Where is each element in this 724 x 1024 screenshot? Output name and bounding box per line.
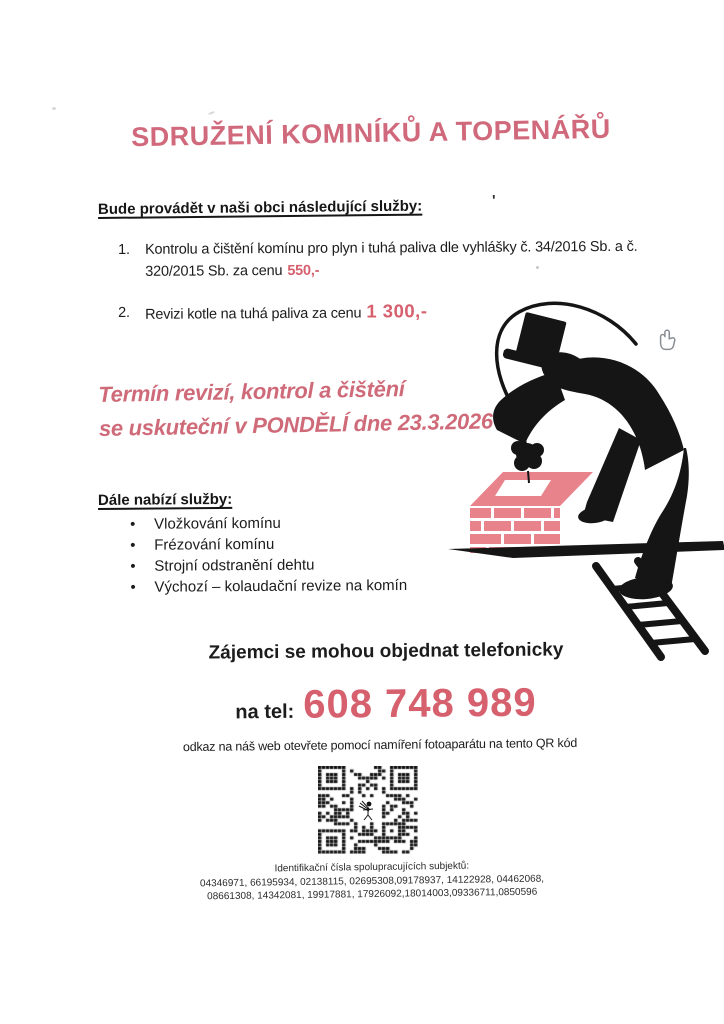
service-price: 550,- (287, 262, 320, 279)
chimney-sweep-illustration (433, 278, 724, 663)
term-line-1: Termín revizí, kontrol a čištění (98, 376, 405, 407)
service-text: Revizi kotle na tuhá paliva za cenu (145, 305, 362, 323)
intro-heading: Bude provádět v naši obci následující služby: (97, 197, 423, 218)
scan-speck (52, 107, 56, 110)
scan-speck (208, 111, 215, 115)
ids-line: 04346971, 66195934, 02138115, 02695308,09178937, 14122928, 04462068, (199, 873, 545, 889)
phone-line (24, 679, 724, 730)
phone-number: 608 748 989 (303, 680, 537, 727)
partner-ids (10, 856, 724, 907)
service-number: 2. (118, 304, 130, 321)
term-line-2: se uskuteční v PONDĚLÍ dne 23.3.2026 (98, 408, 494, 441)
service-text: 320/2015 Sb. za cenu (145, 262, 283, 280)
list-item: • Výchozí – kolaudační revize na komín (112, 575, 407, 598)
service-item-1 (118, 236, 658, 283)
list-item: • Strojní odstranění dehtu (112, 554, 407, 577)
ladder-icon (596, 561, 705, 657)
more-services-list (112, 512, 407, 598)
service-number: 1. (118, 241, 130, 258)
list-item: • Frézování komínu (112, 533, 407, 556)
qr-instruction: odkaz na náš web otevřete pomocí namíření fotoaparátu na tento QR kód (182, 735, 578, 755)
list-item: • Vložkování komínu (112, 512, 407, 535)
hand-cursor-icon (653, 328, 679, 354)
more-services-heading: Dále nabízí služby: (97, 490, 233, 509)
page-title: SDRUŽENÍ KOMINÍKŮ A TOPENÁŘŮ (131, 113, 611, 153)
contact-headline: Zájemci se mohou objednat telefonicky (208, 639, 564, 664)
service-price: 1 300,- (366, 300, 428, 322)
stray-scan-mark: ' (492, 192, 496, 209)
chimney-icon (470, 472, 593, 553)
service-text: Kontrolu a čištění komínu pro plyn i tuhá paliva dle vyhlášky č. 34/2016 Sb. a č. (145, 238, 638, 258)
phone-label: na tel: (235, 700, 295, 724)
qr-center-sweep-logo (357, 798, 379, 822)
qr-code (318, 766, 418, 854)
ids-heading: Identifikační čísla spolupracujících subjektů: (274, 860, 470, 875)
ids-line: 08661308, 14342081, 19917881, 17926092,18014003,09336711,0850596 (207, 886, 538, 903)
